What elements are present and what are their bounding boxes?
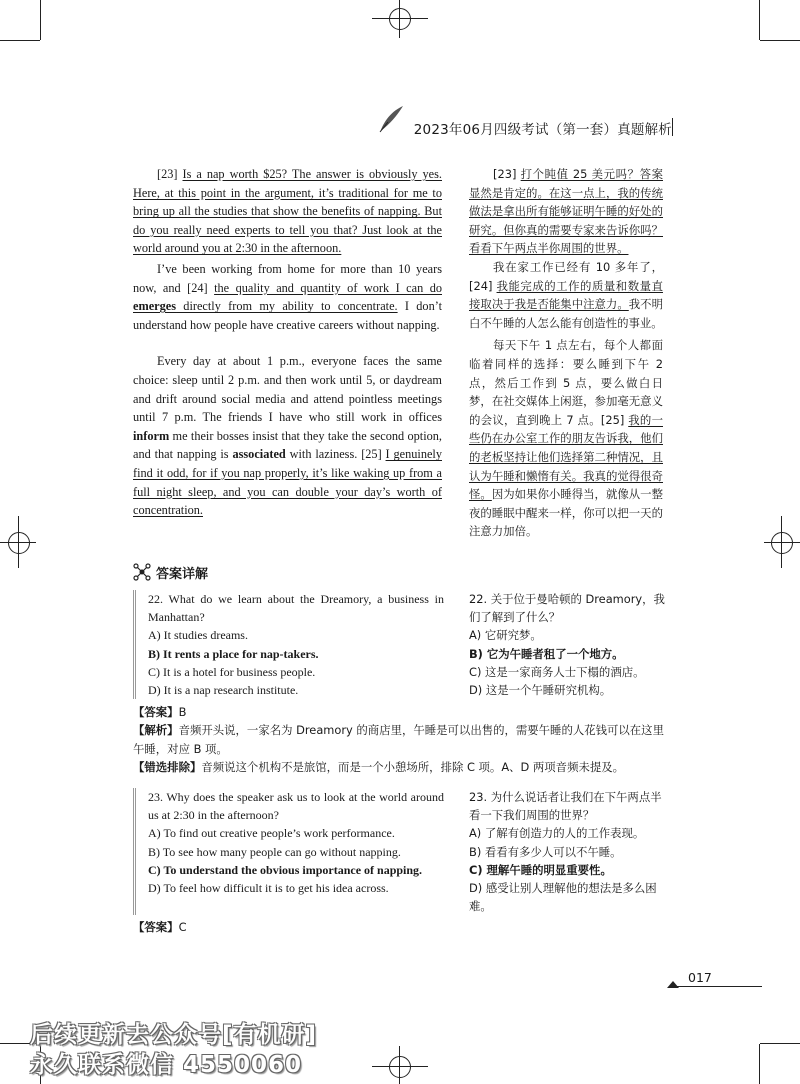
analysis-line: 【解析】音频开头说，一家名为 Dreamory 的商店里，午睡是可以出售的，需要午睡的人花钱可以在这里午睡，对应 B 项。 — [133, 723, 664, 756]
question-23-chinese — [469, 788, 669, 915]
paragraph: [23] 打个盹值 25 美元吗？答案显然是肯定的。在这一点上，我的传统做法是拿出所有能够证明午睡的好处的研究。但你真的需要专家来告诉你吗？看看下午两点半你周围的世界。 — [469, 167, 663, 256]
answer-line: 【答案】C — [133, 920, 187, 934]
q22-explanation — [133, 703, 666, 777]
answers-icon — [133, 563, 151, 586]
option-c-correct: C) To understand the obvious importance of napping. — [148, 862, 423, 877]
answer-line: 【答案】B — [133, 705, 187, 719]
passage-english — [133, 165, 442, 520]
option-d: D) It is a nap research institute. — [148, 683, 299, 698]
watermark-line-2: 永久联系微信 4550060 — [30, 1052, 303, 1078]
watermark-line-1: 后续更新去公众号[有机研] — [30, 1022, 318, 1048]
question-text: 23. 为什么说话者让我们在下午两点半看一下我们周围的世界？ — [469, 790, 662, 823]
page-header-title: 2023年06月四级考试（第一套）真题解析 — [413, 122, 672, 138]
option-a: A) 它研究梦。 — [469, 628, 542, 643]
page-number-rule — [672, 986, 762, 987]
crop-mark — [759, 0, 760, 40]
paragraph: 我在家工作已经有 10 多年了，[24] 我能完成的工作的质量和数量直接取决于我是否能集中注意力。我不明白不午睡的人怎么能有创造性的事业。 — [469, 259, 663, 330]
header-divider — [672, 118, 673, 136]
option-d: D) 这是一个午睡研究机构。 — [469, 683, 612, 698]
option-b-correct: B) 它为午睡者租了一个地方。 — [469, 646, 624, 661]
crop-mark — [760, 1043, 800, 1044]
option-c-correct: C) 理解午睡的明显重要性。 — [469, 862, 612, 877]
q23-explanation — [133, 918, 666, 936]
crop-mark — [0, 40, 40, 41]
paragraph: I’ve been working from home for more than 10 years now, and [24] the quality and quantity of work I can do emerges directly from my ability to concentrate. I don’t understand how people have creative careers without napping. — [133, 261, 443, 332]
passage-chinese — [469, 165, 663, 541]
option-a: A) It studies dreams. — [148, 628, 248, 643]
paragraph: [23] Is a nap worth $25? The answer is obviously yes. Here, at this point in the argument, it’s traditional for me to bring up all the studies that show the benefits of napping. But do you really need experts to tell you that? Just look at the world around you at 2:30 in the afternoon. — [133, 167, 442, 256]
crop-mark — [760, 40, 800, 41]
exclusion-line: 【错选排除】音频说这个机构不是旅馆，而是一个小憩场所，排除 C 项。A、D 两项音频未提及。 — [133, 760, 625, 775]
option-d: D) To feel how difficult it is to get his idea across. — [148, 881, 389, 896]
question-23-english — [133, 788, 444, 915]
paragraph: 每天下午 1 点左右，每个人都面临着同样的选择：要么睡到下午 2 点，然后工作到 5 点，要么做白日梦，在社交媒体上闲逛，参加毫无意义的会议，直到晚上 7 点。[25] 我的一些仍在办公室工作的朋友告诉我，他们的老板坚持让他们选择第二种情况，且认为午睡和懒惰有关。我真的觉得很奇怪。因为如果你小睡得当，就像从一整夜的睡眠中醒来一样，你可以把一天的注意力加倍。 — [469, 338, 663, 539]
question-22-english — [133, 590, 444, 699]
answers-section-title: 答案详解 — [156, 567, 209, 582]
option-c: C) It is a hotel for business people. — [148, 664, 316, 679]
question-text: 22. What do we learn about the Dreamory, a business in Manhattan? — [148, 592, 444, 625]
option-c: C) 这是一家商务人士下榻的酒店。 — [469, 664, 645, 679]
question-text: 22. 关于位于曼哈顿的 Dreamory，我们了解到了什么？ — [469, 592, 665, 625]
crop-mark — [40, 0, 41, 40]
option-d: D) 感受让别人理解他的想法是多么困难。 — [469, 881, 657, 914]
question-22-chinese — [469, 590, 669, 699]
option-a: A) To find out creative people’s work performance. — [148, 826, 395, 841]
option-a: A) 了解有创造力的人的工作表现。 — [469, 826, 645, 841]
page-number: 017 — [688, 970, 712, 985]
question-text: 23. Why does the speaker ask us to look at the world around us at 2:30 in the afternoon? — [148, 790, 444, 823]
paragraph: Every day at about 1 p.m., everyone faces the same choice: sleep until 2 p.m. and then work until 5, or daydream and drift around social media and attend pointless meetings until 7 p.m. The friends I have who still work in offices inform me their bosses insist that they take the second option, and that napping is associated with laziness. [25] I genuinely find it odd, for if you nap properly, it’s like waking up from a full night sleep, and you can double your day’s worth of concentration. — [133, 354, 442, 518]
crop-mark — [759, 1044, 760, 1084]
option-b: B) To see how many people can go without napping. — [148, 844, 401, 859]
option-b-correct: B) It rents a place for nap-takers. — [148, 646, 319, 661]
page-number-triangle-icon — [667, 981, 679, 988]
option-b: B) 看看有多少人可以不午睡。 — [469, 844, 622, 859]
quill-icon — [376, 104, 406, 139]
